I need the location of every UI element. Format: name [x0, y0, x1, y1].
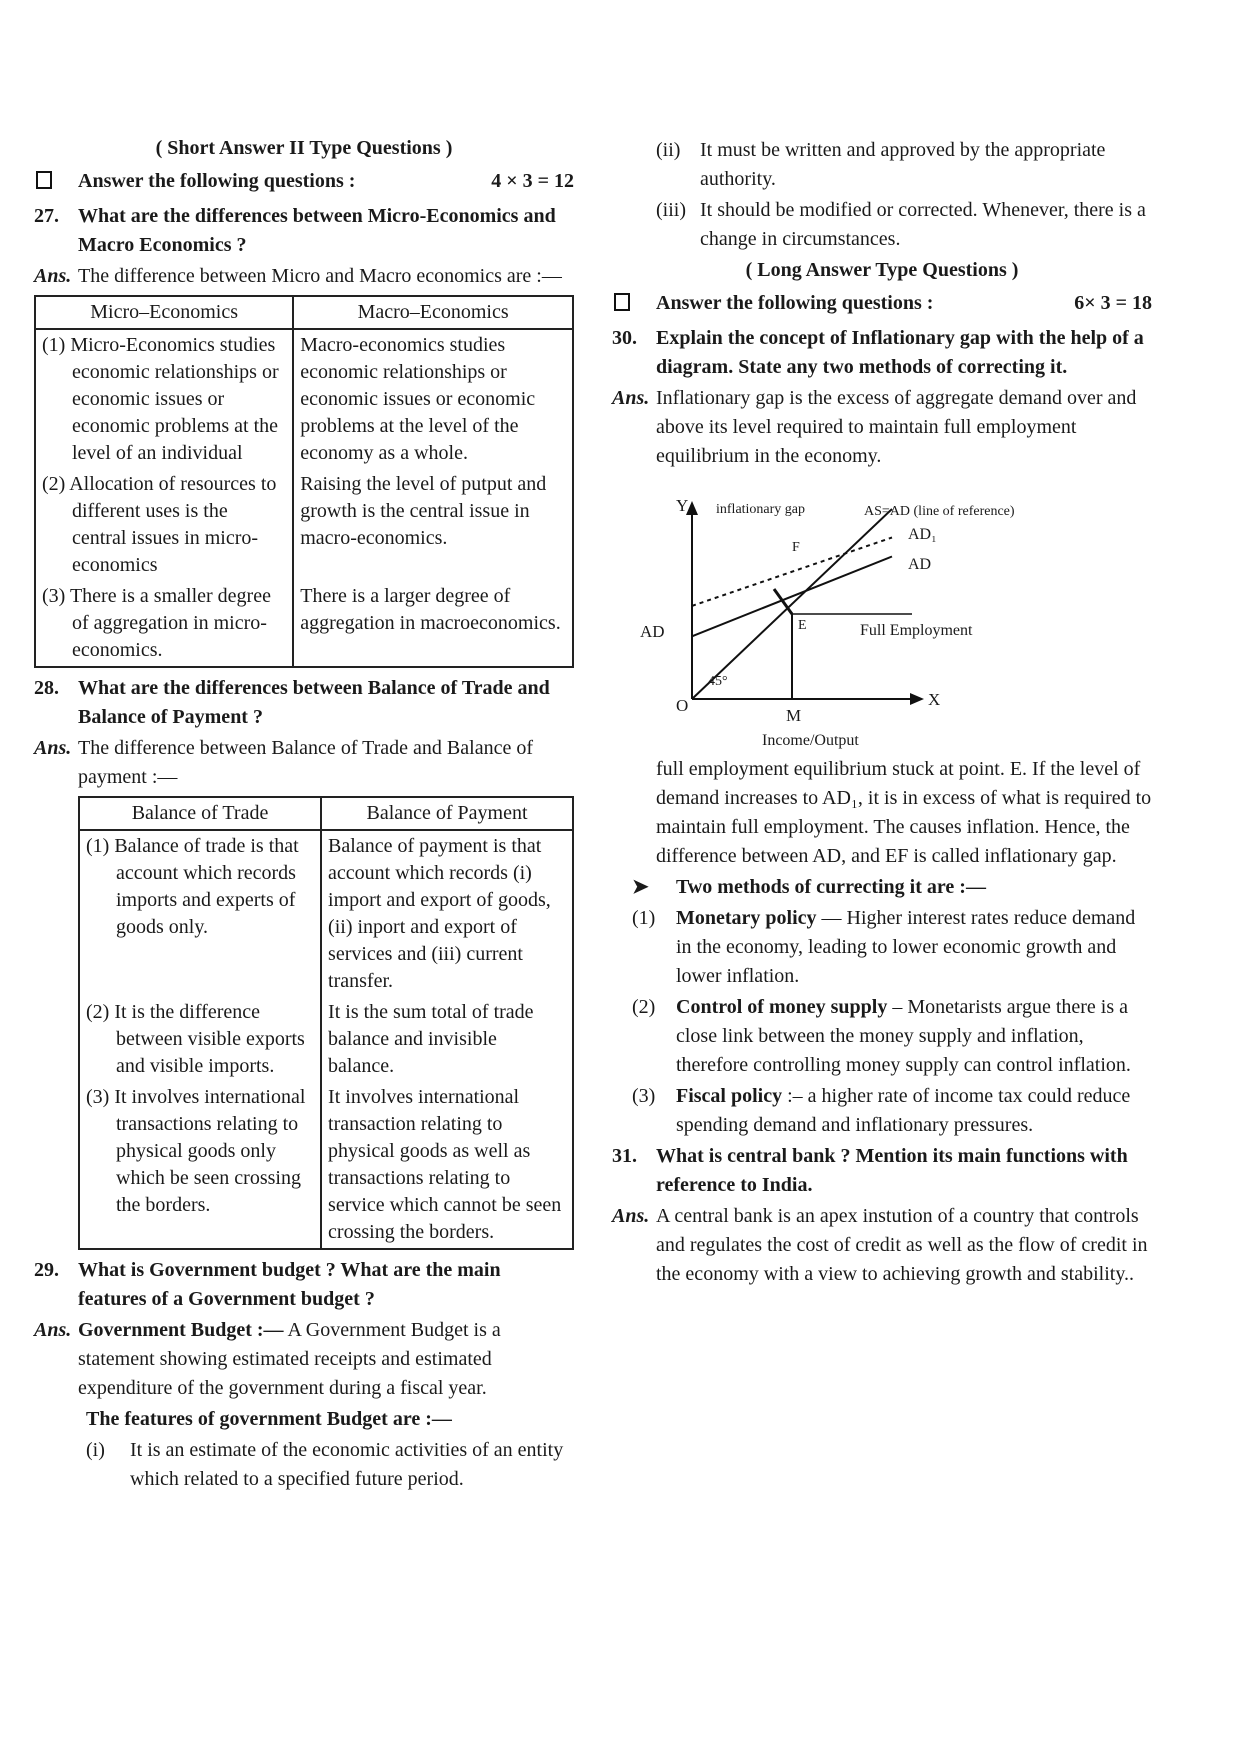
table-row: (2) It is the difference between visible exports and visible imports. It is the sum total of trade balance and invisible balance. [79, 997, 573, 1082]
x-axis-label: X [928, 690, 941, 709]
section-title: ( Long Answer Type Questions ) [745, 259, 1019, 281]
instruction-marks: 4 × 3 = 12 [491, 170, 574, 192]
angle-label: 45° [708, 674, 728, 689]
table-row: (2) Allocation of resources to different uses is the central issues in micro-economics Raising the level of putput and growth is the central issue in macro-economics. [35, 469, 573, 581]
list-item: (i) It is an estimate of the economic activities of an entity which related to a specified future period. [86, 1439, 564, 1490]
features-title: The features of government Budget are :— [86, 1408, 452, 1430]
list-item: (ii) It must be written and approved by the appropriate authority. [656, 139, 1106, 190]
section-title: ( Short Answer II Type Questions ) [155, 137, 453, 159]
full-employment-label: Full Employment [860, 622, 973, 639]
list-item: (2) Control of money supply – Monetarists argue there is a close link between the money supply and inflation, therefore controlling money supply can control inflation. [632, 996, 1131, 1076]
right-column [612, 134, 1152, 1291]
checkbox-icon [34, 167, 78, 198]
table-header: Macro–Economics [293, 296, 573, 329]
instruction [34, 167, 574, 198]
question-29: 29. What is Government budget ? What are the main features of a Government budget ? [34, 1259, 501, 1310]
origin-label: O [676, 696, 689, 715]
arrow-icon: ➤ [632, 876, 649, 898]
gap-label: inflationary gap [716, 502, 806, 517]
inflationary-gap-chart [632, 489, 1092, 749]
answer-30: Ans. Inflationary gap is the excess of aggregate demand over and above its level required to maintain full employment equilibrium in the economy. [612, 387, 1137, 467]
question-31: 31. What is central bank ? Mention its main functions with reference to India. [612, 1145, 1128, 1196]
answer-27: Ans. The difference between Micro and Macro economics are :— [34, 265, 562, 287]
point-label-e: E [798, 618, 807, 633]
checkbox-icon [612, 289, 656, 320]
legend-ad: AD [908, 556, 932, 573]
answer-29: Ans. Government Budget :— A Government Budget is a statement showing estimated receipts and estimated expenditure of the government during a fiscal year. [34, 1319, 501, 1399]
methods-title: ➤ Two methods of currecting it are :— [612, 873, 1152, 902]
instruction-marks: 6× 3 = 18 [1074, 292, 1152, 314]
x-axis-arrow [910, 693, 924, 705]
table-row: (1) Balance of trade is that account which records imports and experts of goods only. Balance of payment is that account which records (i) import and export of goods, (ii) inport and export of services and (iii) current transfer. [79, 830, 573, 997]
list-item: (iii) It should be modified or corrected. Whenever, there is a change in circumstances. [656, 199, 1146, 250]
table-header: Balance of Trade [79, 797, 321, 830]
point-label-f: F [792, 540, 800, 555]
answer-31: Ans. A central bank is an apex instution of a country that controls and regulates the cost of credit as well as the flow of credit in the economy with a view to achieving growth and stability.. [612, 1205, 1148, 1285]
y-side-label: AD [640, 622, 665, 641]
list-item: (1) Monetary policy — Higher interest rates reduce demand in the economy, leading to lower economic growth and lower inflation. [632, 907, 1136, 987]
question-27: 27. What are the differences between Micro-Economics and Macro Economics ? [34, 205, 556, 256]
legend-as-ad: AS=AD (line of reference) [864, 504, 1015, 519]
legend-ad1: AD₁ [908, 526, 937, 543]
question-28: 28. What are the differences between Balance of Trade and Balance of Payment ? [34, 677, 550, 728]
micro-macro-table [34, 295, 574, 668]
instruction-text: Answer the following questions : [656, 292, 934, 314]
list-item: (3) Fiscal policy :– a higher rate of income tax could reduce spending demand and inflationary pressures. [632, 1085, 1131, 1136]
table-row: (1) Micro-Economics studies economic relationships or economic issues or economic problems at the level of an individual Macro-economics studies economic relationships or economic issues or economic problems at the level of the economy as a whole. [35, 329, 573, 469]
instruction-text: Answer the following questions : [78, 170, 356, 192]
table-header: Micro–Economics [35, 296, 293, 329]
point-label-m: M [786, 706, 802, 725]
question-30: 30. Explain the concept of Inflationary gap with the help of a diagram. State any two methods of correcting it. [612, 327, 1144, 378]
trade-payment-table [78, 796, 574, 1250]
y-axis-label: Y [676, 496, 689, 515]
explanation: full employment equilibrium stuck at point. E. If the level of demand increases to AD₁, it is in excess of what is required to maintain full employment. The causes inflation. Hence, the difference between AD, and EF is called inflationary gap. [656, 758, 1152, 867]
table-row: (3) There is a smaller degree of aggregation in micro-economics. There is a larger degree of aggregation in macroeconomics. [35, 581, 573, 667]
instruction [612, 289, 1152, 320]
answer-28: Ans. The difference between Balance of Trade and Balance of payment :— [34, 737, 533, 788]
table-header: Balance of Payment [321, 797, 573, 830]
x-axis-title: Income/Output [762, 732, 859, 749]
left-column [34, 134, 574, 1496]
table-row: (3) It involves international transactions relating to physical goods only which be seen crossing the borders. It involves international transaction relating to physical goods as well as transactions relating to service which cannot be seen crossing the borders. [79, 1082, 573, 1249]
